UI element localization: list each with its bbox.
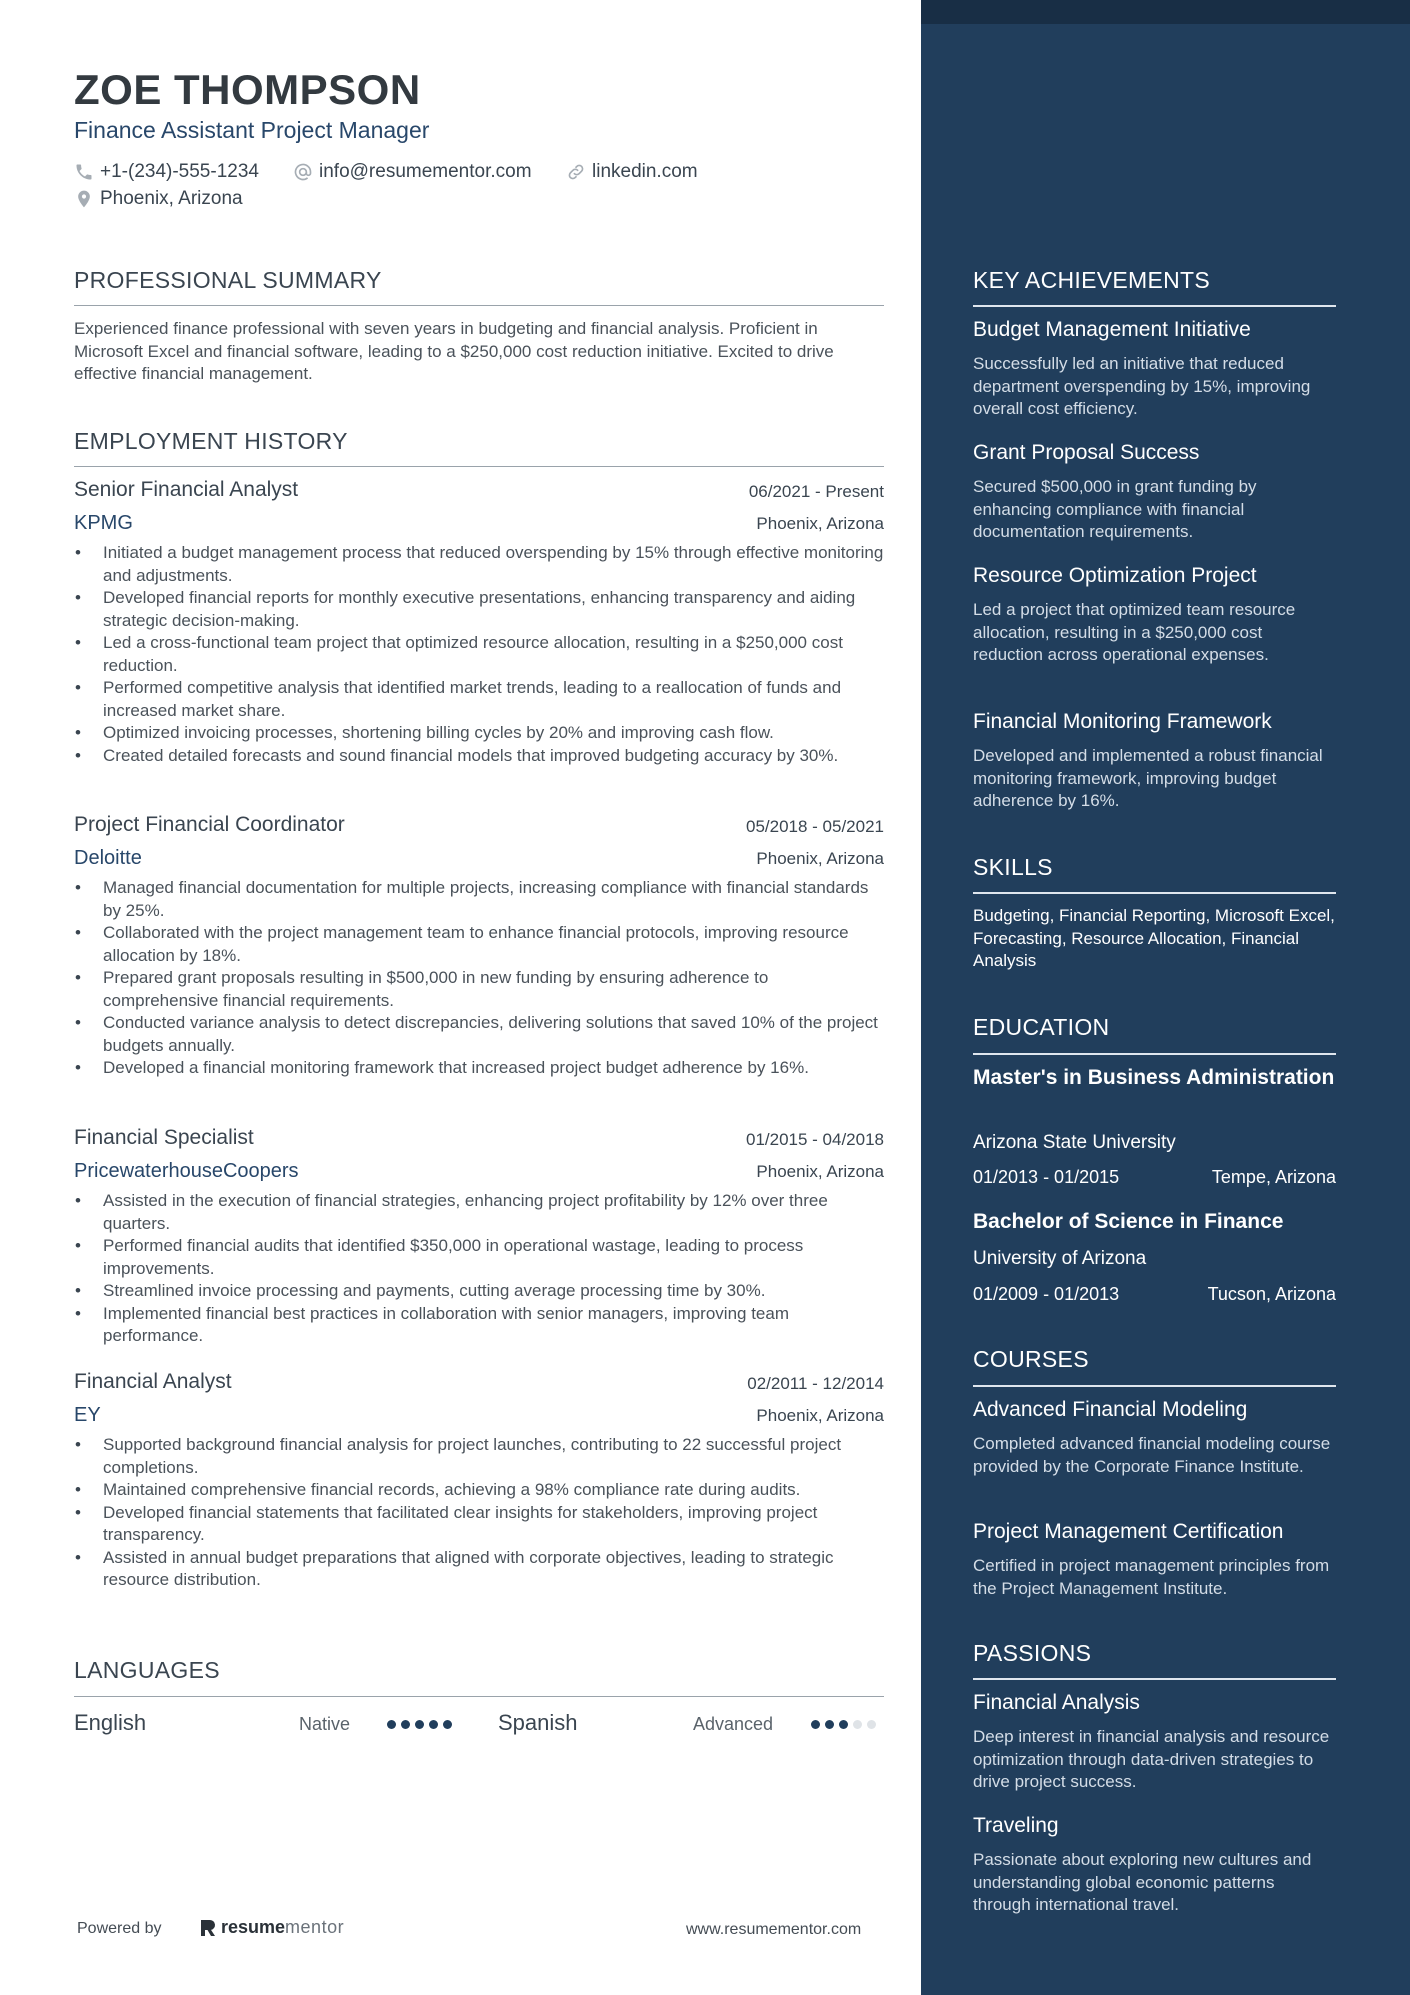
rating-dot (825, 1720, 834, 1729)
passion-desc: Deep interest in financial analysis and resource optimization through data-driven strategies to drive project success. (973, 1727, 1330, 1791)
achievement-desc: Developed and implemented a robust financial monitoring framework, improving budget adherence by 16%. (973, 746, 1323, 810)
job-bullets (74, 877, 884, 1080)
candidate-name: ZOE THOMPSON (74, 66, 421, 113)
phone-text: +1-(234)-555-1234 (100, 161, 259, 182)
job-bullet: • Performed financial audits that identified $350,000 in operational wastage, leading to process improvements. (74, 1235, 884, 1280)
job-bullet: • Led a cross-functional team project that optimized resource allocation, resulting in a $250,000 cost reduction. (74, 632, 884, 677)
passions-heading: PASSIONS (973, 1640, 1092, 1666)
language-rating (387, 1713, 457, 1729)
job-bullets (74, 542, 884, 767)
contact-phone (74, 161, 259, 183)
job-bullet: • Developed a financial monitoring framework that increased project budget adherence by 16%. (74, 1057, 884, 1080)
languages-divider (74, 1696, 884, 1697)
language-name: Spanish (498, 1710, 578, 1735)
achievement-title: Financial Monitoring Framework (973, 710, 1272, 733)
job-bullet: • Managed financial documentation for multiple projects, increasing compliance with financial standards by 25%. (74, 877, 884, 922)
job-company: PricewaterhouseCoopers (74, 1160, 299, 1182)
contact-email[interactable] (293, 161, 532, 183)
employment-divider (74, 466, 884, 467)
job-bullets (74, 1190, 884, 1348)
resumementor-logo-icon (199, 1918, 217, 1938)
job-bullet: • Streamlined invoice processing and payments, cutting average processing time by 30%. (74, 1280, 884, 1303)
job-company: KPMG (74, 512, 133, 534)
location-text: Phoenix, Arizona (100, 188, 243, 209)
email-text: info@resumementor.com (319, 161, 532, 182)
location-pin-icon (74, 189, 94, 209)
resumementor-logo[interactable] (199, 1917, 344, 1938)
rating-dot (853, 1720, 862, 1729)
job-entry (74, 813, 884, 1080)
course-desc: Certified in project management principles from the Project Management Institute. (973, 1556, 1330, 1598)
achievements-heading: KEY ACHIEVEMENTS (973, 267, 1211, 293)
powered-by-label: Powered by (77, 1920, 162, 1937)
employment-heading: EMPLOYMENT HISTORY (74, 428, 348, 454)
job-bullet: • Assisted in annual budget preparations that aligned with corporate objectives, leading to strategic resource distribution. (74, 1547, 884, 1592)
language-rating (811, 1713, 881, 1729)
achievements-divider (973, 305, 1336, 307)
summary-text: Experienced finance professional with seven years in budgeting and financial analysis. Proficient in Microsoft Excel and financial software, leading to a $250,000 cost reduction initiative. Excited to drive effective financial management. (74, 319, 834, 383)
job-date: 02/2011 - 12/2014 (747, 1374, 884, 1393)
candidate-role: Finance Assistant Project Manager (74, 117, 430, 143)
job-bullet: • Implemented financial best practices in collaboration with senior managers, improving team performance. (74, 1303, 884, 1348)
job-bullet: • Maintained comprehensive financial records, achieving a 98% compliance rate during audits. (74, 1479, 884, 1502)
job-location: Phoenix, Arizona (756, 849, 884, 868)
job-title: Financial Specialist (74, 1126, 254, 1149)
job-bullet: • Prepared grant proposals resulting in $500,000 in new funding by ensuring adherence to comprehensive financial requirements. (74, 967, 884, 1012)
education-date: 01/2009 - 01/2013 (973, 1284, 1120, 1304)
job-location: Phoenix, Arizona (756, 514, 884, 533)
courses-heading: COURSES (973, 1346, 1089, 1372)
rating-dot (867, 1720, 876, 1729)
job-bullet: • Conducted variance analysis to detect discrepancies, delivering solutions that saved 10% of the project budgets annually. (74, 1012, 884, 1057)
education-heading: EDUCATION (973, 1014, 1110, 1040)
job-title: Senior Financial Analyst (74, 478, 299, 501)
education-school: University of Arizona (973, 1248, 1147, 1269)
job-bullet: • Developed financial statements that facilitated clear insights for stakeholders, improving project transparency. (74, 1502, 884, 1547)
job-title: Financial Analyst (74, 1370, 232, 1393)
course-title: Project Management Certification (973, 1520, 1284, 1543)
courses-divider (973, 1385, 1336, 1387)
job-location: Phoenix, Arizona (756, 1162, 884, 1181)
achievement-desc: Secured $500,000 in grant funding by enhancing compliance with financial documentation requirements. (973, 477, 1257, 541)
rating-dot (429, 1720, 438, 1729)
rating-dot (401, 1720, 410, 1729)
rating-dot (839, 1720, 848, 1729)
language-name: English (74, 1710, 147, 1735)
job-date: 06/2021 - Present (748, 482, 884, 501)
education-degree: Bachelor of Science in Finance (973, 1210, 1284, 1233)
achievement-title: Resource Optimization Project (973, 564, 1257, 587)
passions-divider (973, 1678, 1336, 1680)
skills-heading: SKILLS (973, 854, 1053, 880)
footer-url[interactable]: www.resumementor.com (686, 1921, 862, 1938)
logo-text-bold: resume (221, 1917, 286, 1937)
job-bullet: • Created detailed forecasts and sound financial models that improved budgeting accuracy by 30%. (74, 745, 884, 768)
education-degree: Master's in Business Administration (973, 1066, 1335, 1089)
education-school: Arizona State University (973, 1132, 1176, 1153)
rating-dot (811, 1720, 820, 1729)
education-location: Tucson, Arizona (1207, 1284, 1336, 1304)
sidebar-top-band (921, 0, 1410, 24)
job-bullet: • Supported background financial analysis for project launches, contributing to 22 successful project completions. (74, 1434, 884, 1479)
achievement-desc: Successfully led an initiative that reduced department overspending by 15%, improving overall cost efficiency. (973, 354, 1311, 418)
skills-text: Budgeting, Financial Reporting, Microsoft Excel, Forecasting, Resource Allocation, Financial Analysis (973, 906, 1335, 970)
job-location: Phoenix, Arizona (756, 1406, 884, 1425)
job-title: Project Financial Coordinator (74, 813, 345, 836)
rating-dot (443, 1720, 452, 1729)
job-bullet: • Assisted in the execution of financial strategies, enhancing project profitability by 12% over three quarters. (74, 1190, 884, 1235)
language-level: Advanced (693, 1714, 774, 1734)
at-icon (293, 162, 313, 182)
passion-desc: Passionate about exploring new cultures and understanding global economic patterns through international travel. (973, 1850, 1312, 1914)
passion-title: Financial Analysis (973, 1691, 1140, 1714)
linkedin-text: linkedin.com (592, 161, 698, 182)
job-company: EY (74, 1404, 101, 1426)
link-icon (566, 162, 586, 182)
course-title: Advanced Financial Modeling (973, 1398, 1248, 1421)
job-bullet: • Optimized invoicing processes, shortening billing cycles by 20% and improving cash flow. (74, 722, 884, 745)
job-company: Deloitte (74, 847, 142, 869)
contact-linkedin[interactable] (566, 161, 698, 183)
job-entry (74, 1370, 884, 1592)
job-bullet: • Developed financial reports for monthly executive presentations, enhancing transparency and aiding strategic decision-making. (74, 587, 884, 632)
education-location: Tempe, Arizona (1211, 1167, 1336, 1187)
achievement-title: Budget Management Initiative (973, 318, 1251, 341)
achievement-title: Grant Proposal Success (973, 441, 1200, 464)
rating-dot (387, 1720, 396, 1729)
job-bullets (74, 1434, 884, 1592)
course-desc: Completed advanced financial modeling course provided by the Corporate Finance Institute. (973, 1434, 1331, 1476)
passion-title: Traveling (973, 1814, 1059, 1837)
phone-icon (74, 162, 94, 182)
job-entry (74, 478, 884, 767)
achievement-desc: Led a project that optimized team resource allocation, resulting in a $250,000 cost reduction across operational expenses. (973, 600, 1296, 664)
contact-location (74, 188, 243, 210)
job-bullet: • Performed competitive analysis that identified market trends, leading to a reallocation of funds and increased market share. (74, 677, 884, 722)
rating-dot (415, 1720, 424, 1729)
summary-divider (74, 305, 884, 306)
language-level: Native (299, 1714, 351, 1734)
job-bullet: • Initiated a budget management process that reduced overspending by 15% through effective monitoring and adjustments. (74, 542, 884, 587)
logo-text-light: mentor (285, 1917, 345, 1937)
job-entry (74, 1126, 884, 1348)
education-divider (973, 1053, 1336, 1055)
skills-divider (973, 892, 1336, 894)
job-bullet: • Collaborated with the project management team to enhance financial protocols, improving resource allocation by 18%. (74, 922, 884, 967)
education-date: 01/2013 - 01/2015 (973, 1167, 1120, 1187)
summary-heading: PROFESSIONAL SUMMARY (74, 267, 382, 293)
job-date: 01/2015 - 04/2018 (745, 1130, 884, 1149)
languages-heading: LANGUAGES (74, 1657, 220, 1683)
job-date: 05/2018 - 05/2021 (745, 817, 884, 836)
